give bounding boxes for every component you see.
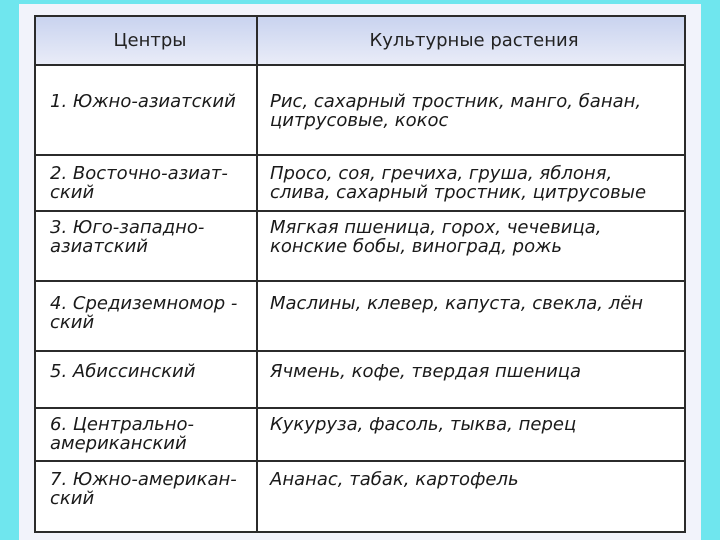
row-5-plants: Ячмень, кофе, твердая пшеница [258,352,684,409]
row-3-plants: Мягкая пшеница, горох, чечевица, конские бобы, виноград, рожь [258,212,684,282]
row-6-center: 6. Центрально- американский [36,409,258,462]
row-3-center: 3. Юго-западно- азиатский [36,212,258,282]
row-2-center: 2. Восточно-азиат- ский [36,156,258,212]
row-7-center: 7. Южно-американ- ский [36,462,258,531]
row-7-plants: Ананас, табак, картофель [270,469,519,490]
row-4-center: 4. Средиземномор - ский [36,282,258,352]
row-5-center: 5. Абиссинский [36,352,258,409]
row-2-plants: Просо, соя, гречиха, груша, яблоня, слива, сахарный тростник, цитрусовые [258,156,684,212]
header-cultivated-plants: Культурные растения [258,17,684,66]
crop-centers-table [34,15,686,533]
row-4-plants: Маслины, клевер, капуста, свекла, лён [258,282,684,352]
row-1-plants: Рис, сахарный тростник, манго, банан, цитрусовые, кокос [258,66,684,156]
header-centers: Центры [36,17,258,66]
slide-background [19,4,701,540]
row-6-plants: Кукуруза, фасоль, тыква, перец [258,409,684,462]
row-1-center: 1. Южно-азиатский [36,66,258,156]
